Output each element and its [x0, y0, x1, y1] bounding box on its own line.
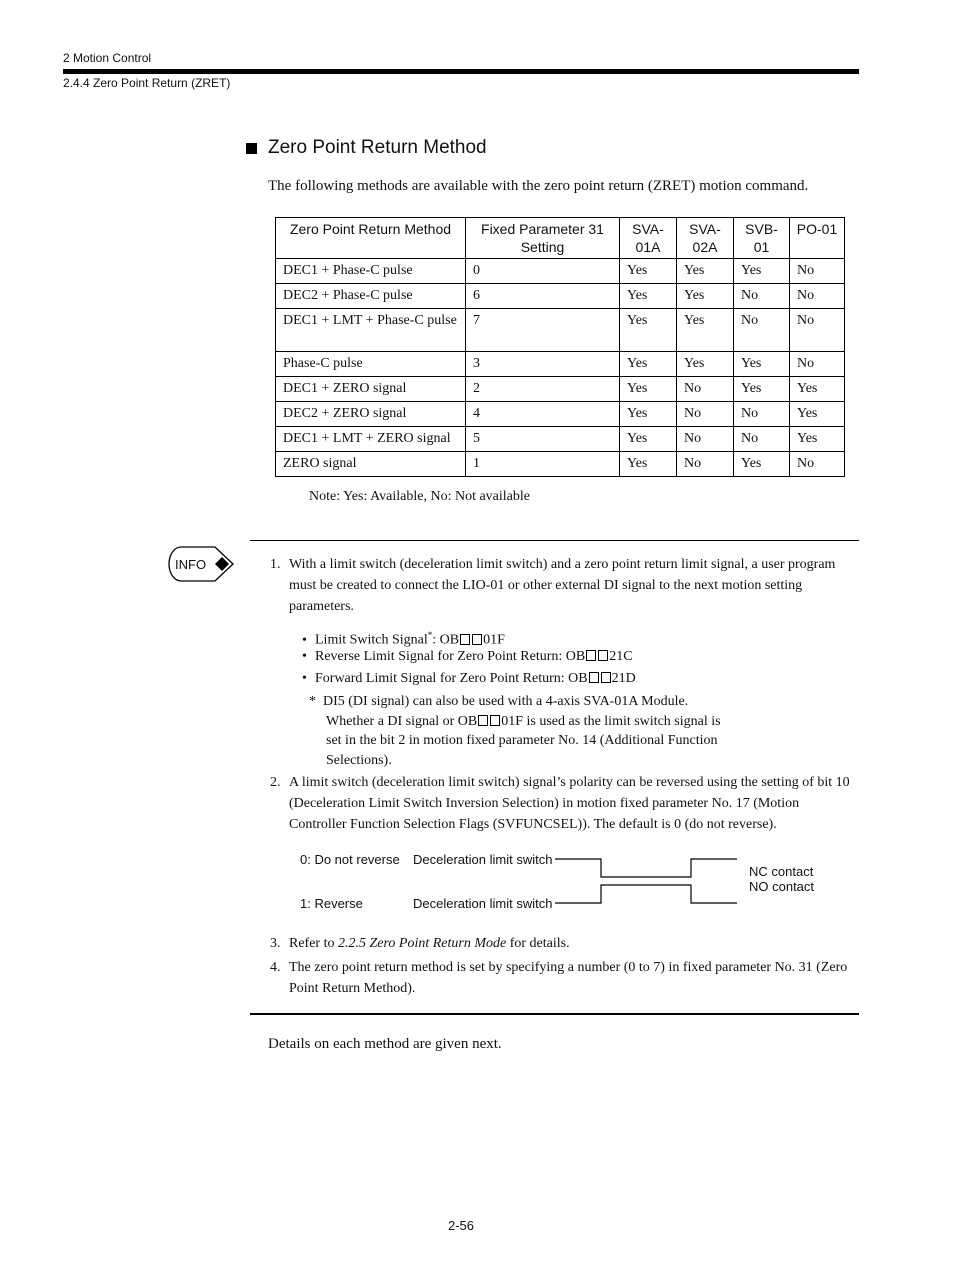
normal-signal-waveform: [555, 859, 737, 877]
table-cell: DEC1 + LMT + ZERO signal: [276, 427, 466, 452]
table-cell: 0: [466, 259, 620, 284]
table-cell: Yes: [790, 402, 845, 427]
info-icon-label: INFO: [175, 557, 207, 572]
diagram-mode-label: 1: Reverse: [300, 896, 363, 911]
table-header-row: [276, 218, 845, 259]
footnote-text: 01F is used as the limit switch signal is set in the bit 2 in motion fixed parameter No. 14 (Additional Function Selections).: [326, 713, 721, 768]
table-cell: 3: [466, 352, 620, 377]
info-item-2: [270, 772, 860, 835]
table-cell: Yes: [677, 352, 734, 377]
table-cell: Yes: [620, 352, 677, 377]
list-item-text: The zero point return method is set by specifying a number (0 to 7) in fixed parameter No. 31 (Zero Point Return Method).: [289, 960, 848, 996]
info-item-4: [270, 957, 860, 999]
list-item-text: [289, 933, 860, 954]
table-cell: DEC2 + Phase-C pulse: [276, 284, 466, 309]
table-cell: Yes: [620, 452, 677, 477]
table-row: [276, 427, 845, 452]
info-item-3: [270, 933, 860, 954]
table-header-cell: PO-01: [790, 218, 845, 259]
list-number: 1.: [270, 557, 281, 572]
table-cell: 4: [466, 402, 620, 427]
intro-paragraph: The following methods are available with the zero point return (ZRET) motion command.: [268, 178, 809, 194]
info-icon: [168, 546, 234, 582]
closing-paragraph: Details on each method are given next.: [268, 1036, 502, 1052]
placeholder-box-icon: [586, 650, 596, 661]
bullet-text: 21D: [611, 671, 636, 686]
table-header-cell: Zero Point Return Method: [276, 218, 466, 259]
placeholder-box-icon: [601, 672, 611, 683]
table-header-cell: SVA-01A: [620, 218, 677, 259]
cross-reference-link[interactable]: 2.2.5 Zero Point Return Mode: [337, 936, 507, 951]
table-cell: No: [790, 452, 845, 477]
bullet-dot-icon: •: [302, 649, 307, 664]
bullet-text: 21C: [609, 649, 633, 664]
nc-contact-label: NC contact: [749, 864, 814, 879]
table-cell: Yes: [790, 377, 845, 402]
list-number: 4.: [270, 960, 281, 975]
table-cell: No: [677, 402, 734, 427]
bullet-text: Reverse Limit Signal for Zero Point Return: OB: [315, 649, 586, 664]
list-number: 3.: [270, 936, 281, 951]
footnote: [309, 692, 736, 770]
chapter-header: 2 Motion Control: [63, 51, 152, 65]
table-cell: No: [734, 284, 790, 309]
table-cell: 5: [466, 427, 620, 452]
zero-point-method-table: [275, 217, 845, 477]
footnote-text: Whether a DI signal or OB: [326, 713, 478, 729]
table-cell: Yes: [620, 259, 677, 284]
table-header-cell: SVB-01: [734, 218, 790, 259]
table-cell: No: [677, 452, 734, 477]
footnote-marker: *: [427, 630, 433, 640]
table-cell: Yes: [734, 352, 790, 377]
list-number: 2.: [270, 775, 281, 790]
diagram-signal-label: Deceleration limit switch: [413, 852, 553, 867]
table-row: [276, 352, 845, 377]
reversed-signal-waveform: [555, 885, 737, 903]
info-bottom-rule: [250, 1013, 859, 1015]
table-cell: DEC1 + Phase-C pulse: [276, 259, 466, 284]
table-cell: Yes: [734, 377, 790, 402]
table-row: [276, 452, 845, 477]
info-item-1: [270, 554, 860, 617]
table-cell: No: [734, 427, 790, 452]
table-cell: DEC2 + ZERO signal: [276, 402, 466, 427]
bullet-item: [302, 647, 633, 667]
table-cell: 6: [466, 284, 620, 309]
table-row: [276, 402, 845, 427]
table-cell: Yes: [620, 402, 677, 427]
table-cell: Yes: [620, 309, 677, 352]
table-cell: Yes: [620, 427, 677, 452]
table-cell: No: [734, 402, 790, 427]
table-row: [276, 259, 845, 284]
bullet-text: Limit Switch Signal: [315, 632, 428, 648]
table-cell: Yes: [734, 259, 790, 284]
table-cell: DEC1 + LMT + Phase-C pulse: [276, 309, 466, 352]
header-rule: [63, 69, 859, 74]
bullet-item: [302, 669, 636, 689]
bullet-text: 01F: [483, 632, 505, 648]
page-number: 2-56: [448, 1218, 475, 1233]
table-cell: No: [790, 309, 845, 352]
table-cell: No: [677, 427, 734, 452]
table-cell: Phase-C pulse: [276, 352, 466, 377]
placeholder-box-icon: [598, 650, 608, 661]
no-contact-label: NO contact: [749, 879, 815, 894]
list-item-text: With a limit switch (deceleration limit switch) and a zero point return limit signal, a user program must be created to connect the LIO-01 or other external DI signal to the next motion setting parameters.: [289, 557, 836, 614]
bullet-text: Forward Limit Signal for Zero Point Return: OB: [315, 671, 588, 686]
table-cell: Yes: [677, 309, 734, 352]
table-row: [276, 309, 845, 352]
list-item-text: A limit switch (deceleration limit switch) signal’s polarity can be reversed using the setting of bit 10 (Deceleration Limit Switch Inversion Selection) in motion fixed parameter No. 17 (Motion Controller Function Selection Flags (SVFUNCSEL)). The default is 0 (do not reverse).: [289, 775, 850, 832]
section-heading: [246, 137, 487, 159]
table-cell: No: [790, 352, 845, 377]
section-header: 2.4.4 Zero Point Return (ZRET): [63, 76, 231, 90]
table-cell: ZERO signal: [276, 452, 466, 477]
table-cell: Yes: [620, 284, 677, 309]
table-cell: No: [790, 284, 845, 309]
bullet-dot-icon: •: [302, 671, 307, 686]
diagram-mode-label: 0: Do not reverse: [300, 852, 400, 867]
table-cell: Yes: [677, 284, 734, 309]
placeholder-box-icon: [472, 634, 482, 645]
table-cell: No: [790, 259, 845, 284]
table-row: [276, 377, 845, 402]
table-note: Note: Yes: Available, No: Not available: [309, 489, 530, 504]
section-heading-text: Zero Point Return Method: [268, 137, 487, 158]
placeholder-box-icon: [460, 634, 470, 645]
footnote-marker: *: [309, 694, 316, 709]
footnote-body: [326, 712, 736, 771]
bullet-dot-icon: •: [302, 632, 307, 648]
table-cell: 1: [466, 452, 620, 477]
bullet-text: : OB: [432, 632, 460, 648]
table-cell: No: [734, 309, 790, 352]
table-cell: Yes: [620, 377, 677, 402]
ref-suffix: for details.: [506, 936, 570, 951]
table-cell: 7: [466, 309, 620, 352]
table-header-cell: SVA-02A: [677, 218, 734, 259]
table-cell: No: [677, 377, 734, 402]
square-bullet-icon: [246, 143, 257, 154]
footnote-line: DI5 (DI signal) can also be used with a 4-axis SVA-01A Module.: [323, 694, 689, 709]
placeholder-box-icon: [478, 715, 488, 726]
table-cell: Yes: [677, 259, 734, 284]
info-top-rule: [250, 540, 859, 541]
table-cell: Yes: [734, 452, 790, 477]
table-header-cell: Fixed Parameter 31 Setting: [466, 218, 620, 259]
placeholder-box-icon: [490, 715, 500, 726]
table-cell: 2: [466, 377, 620, 402]
table-row: [276, 284, 845, 309]
table-cell: DEC1 + ZERO signal: [276, 377, 466, 402]
ref-prefix: Refer to: [289, 936, 338, 951]
diagram-signal-label: Deceleration limit switch: [413, 896, 553, 911]
table-cell: Yes: [790, 427, 845, 452]
placeholder-box-icon: [589, 672, 599, 683]
